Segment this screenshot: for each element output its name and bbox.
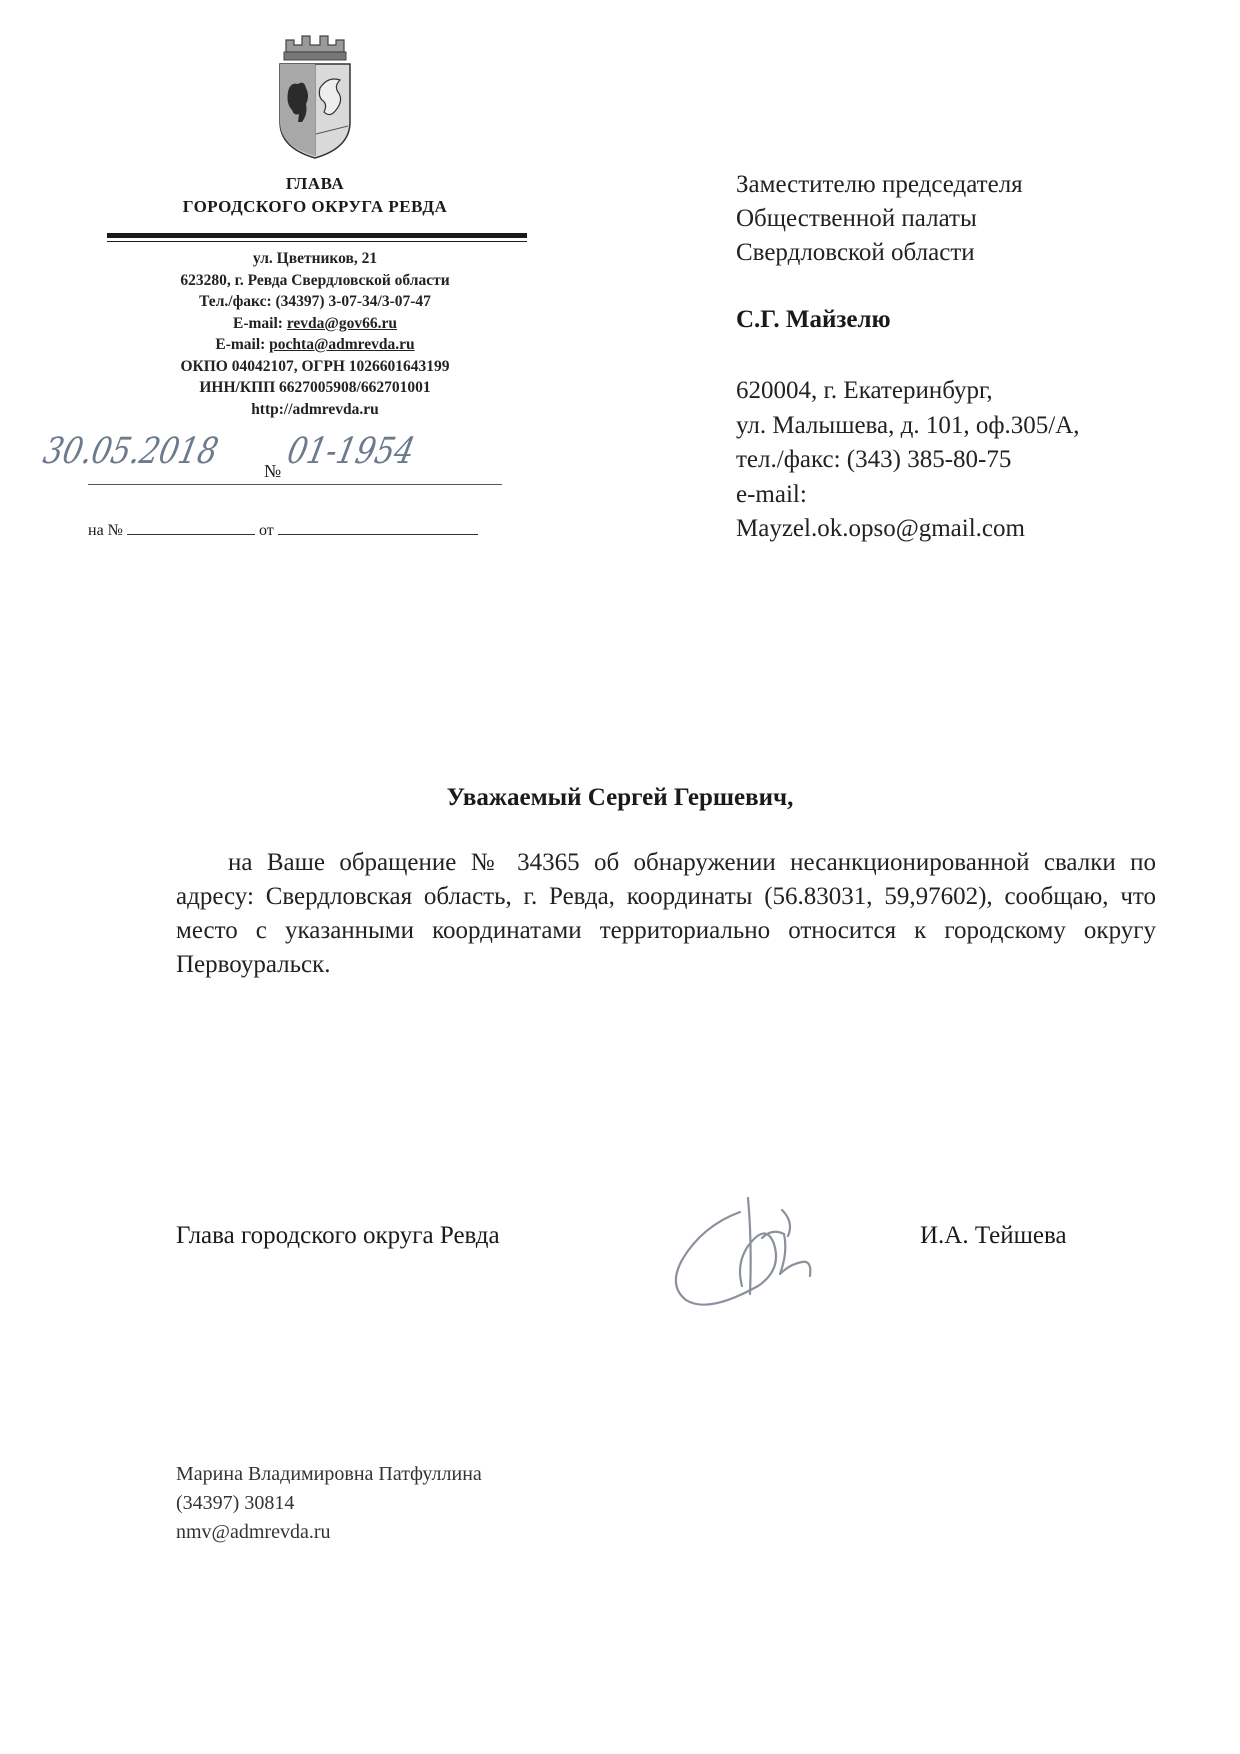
signatory-name: И.А. Тейшева <box>920 1222 1067 1249</box>
addressee-position-line3: Свердловской области <box>736 239 975 266</box>
header-divider-thin <box>107 241 527 242</box>
outgoing-number-handwritten: 01-1954 <box>283 431 419 472</box>
reference-number-label: на № <box>88 522 123 539</box>
salutation: Уважаемый Сергей Гершевич, <box>446 784 794 811</box>
addressee-email-link[interactable]: Mayzel.ok.opso@gmail.com <box>736 515 1025 542</box>
org-email1-label: E-mail: <box>233 314 287 332</box>
org-title <box>100 172 530 218</box>
org-okpo-ogrn: ОКПО 04042107, ОГРН 1026601643199 <box>180 357 450 375</box>
addressee-position-line1: Заместителю председателя <box>736 171 1023 198</box>
addressee-email-label: e-mail: <box>736 480 807 508</box>
outgoing-number-label: № <box>264 461 282 481</box>
signatory-title: Глава городского округа Ревда <box>176 1222 500 1249</box>
org-email1-link[interactable]: revda@gov66.ru <box>286 314 397 332</box>
reference-number-blank <box>127 520 255 535</box>
letter-body: на Ваше обращение № 34365 об обнаружении несанкционированной свалки по адресу: Свердловская область, г. Ревда, координаты (56.83031, 59,97602), сообщаю, что место с указанными координатами территориально относится к городскому округу Первоуральск. <box>176 849 1156 978</box>
addressee-address <box>736 374 1196 547</box>
addressee-address-line2: ул. Малышева, д. 101, оф.305/А, <box>736 411 1080 439</box>
org-email2-label: E-mail: <box>215 336 270 353</box>
reference-line <box>88 520 478 540</box>
executor-email[interactable]: nmv@admrevda.ru <box>176 1521 331 1543</box>
addressee-phone: тел./факс: (343) 385-80-75 <box>736 446 1012 473</box>
addressee-position <box>736 168 1196 270</box>
org-street: ул. Цветников, 21 <box>252 250 378 267</box>
org-details <box>100 248 530 420</box>
org-email1-line <box>100 313 530 335</box>
outgoing-date-handwritten: 30.05.2018 <box>39 431 222 472</box>
header-divider-thick <box>107 233 527 238</box>
addressee-position-line2: Общественной палаты <box>736 205 977 232</box>
handwritten-signature <box>662 1182 832 1320</box>
org-phone: (34397) 3-07-34/3-07-47 <box>275 293 431 310</box>
org-inn-kpp: ИНН/КПП 6627005908/662701001 <box>199 379 431 396</box>
reference-from-label: от <box>258 522 274 539</box>
org-title-line2: ГОРОДСКОГО ОКРУГА РЕВДА <box>182 197 448 216</box>
org-phone-label: Тел./факс: <box>199 293 276 310</box>
org-website-link[interactable]: http://admrevda.ru <box>251 400 379 418</box>
addressee-name: С.Г. Майзелю <box>736 306 891 333</box>
org-city: 623280, г. Ревда Свердловской области <box>180 271 450 289</box>
executor-name: Марина Владимировна Патфуллина <box>176 1463 482 1485</box>
org-title-line1: ГЛАВА <box>285 174 345 193</box>
org-phone-line <box>100 291 530 313</box>
org-email2-link[interactable]: pochta@admrevda.ru <box>269 336 415 353</box>
outgoing-underline <box>88 484 502 485</box>
coat-of-arms-emblem <box>272 30 358 162</box>
executor-info <box>176 1460 482 1547</box>
reference-date-blank <box>278 520 478 535</box>
org-email2-line <box>100 334 530 356</box>
executor-phone: (34397) 30814 <box>176 1492 295 1514</box>
addressee-address-line1: 620004, г. Екатеринбург, <box>736 377 993 404</box>
